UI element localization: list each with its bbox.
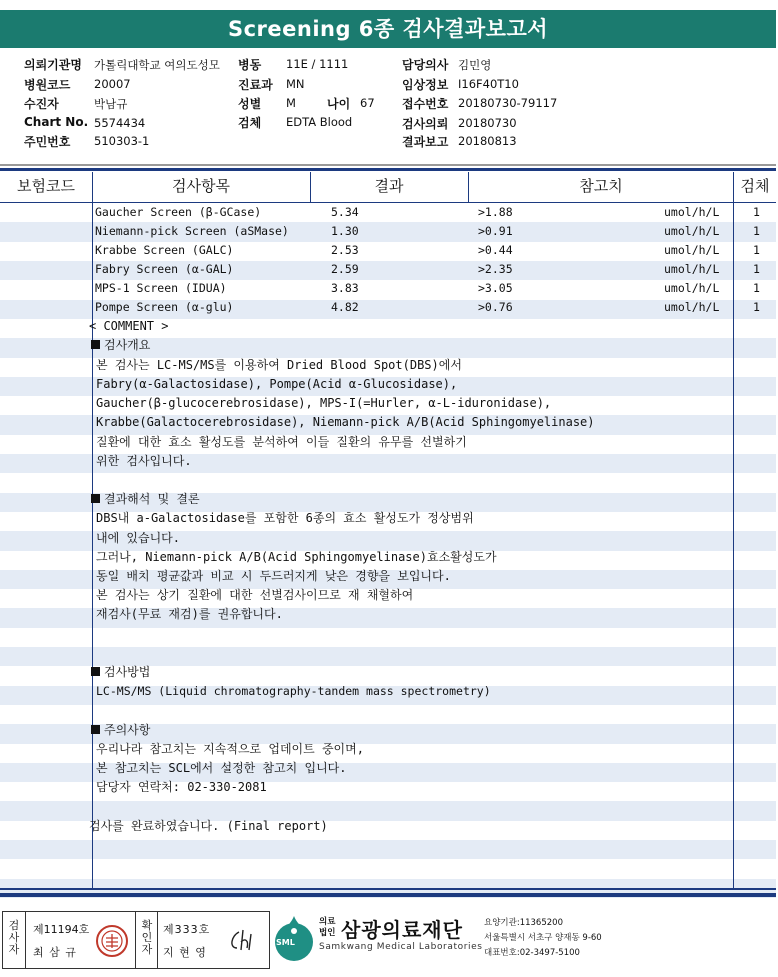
ref-value: >3.05 [478,281,513,295]
signature-box [2,911,270,969]
ssn-label: 주민번호 [24,135,71,149]
final-report-line: 검사를 완료하였습니다. (Final report) [89,819,328,833]
org-address: 서울특별시 서초구 양재동 9-60 [484,933,602,943]
interpretation-line: 그러나, Niemann-pick A/B(Acid Sphingomyelinase)효소활성도가 [96,550,497,564]
table-row [95,241,233,260]
col-header-test-item: 검사항목 [172,177,230,195]
sex-label: 성별 [238,97,262,111]
overview-line: Krabbe(Galactocerebrosidase), Niemann-pick A/B(Acid Sphingomyelinase) [96,415,595,429]
section-notice-title [91,721,150,740]
receipt-label: 접수번호 [402,97,449,111]
col-header-reference: 참고치 [579,177,623,195]
section-overview-title [91,336,150,355]
org-phone: 대표번호:02-3497-5100 [484,948,580,958]
confirm-signature-icon [225,926,261,959]
col-divider [468,172,469,202]
ward-label: 병동 [238,58,262,72]
clinical-value: I16F40T10 [458,77,519,91]
report-value: 20180813 [458,134,517,148]
test-item: Pompe Screen (α-glu) [95,300,234,314]
dept-value: MN [286,77,305,91]
specimen-count: 1 [753,281,760,295]
table-row [95,279,227,298]
overview-line: Gaucher(β-glucocerebrosidase), MPS-I(=Hurler, α-L-iduronidase), [96,396,552,410]
hospital-value: 가톨릭대학교 여의도성모 [94,58,220,72]
org-english-name: Samkwang Medical Laboratories [319,942,483,952]
confirm-license: 제333호 [163,923,211,936]
result-value: 5.34 [331,205,359,219]
overview-line: 질환에 대한 효소 활성도를 분석하여 이들 질환의 유무를 선별하기 [96,435,467,449]
test-item: Niemann-pick Screen (aSMase) [95,224,289,238]
specimen-count: 1 [753,224,760,238]
request-label: 검사의뢰 [402,117,449,131]
interpretation-line: 동일 배치 평균값과 비교 시 두드러지게 낮은 경향을 보입니다. [96,569,451,583]
ref-unit: umol/h/L [664,281,720,295]
specimen-count: 1 [753,205,760,219]
org-prefix: 의료법인 [319,917,336,938]
col-header-result: 결과 [374,177,404,195]
ref-unit: umol/h/L [664,243,720,257]
bullet-square-icon [91,667,100,676]
notice-line: 담당자 연락처: 02-330-2081 [96,780,267,794]
col-divider [310,172,311,202]
specimen-count: 1 [753,243,760,257]
ref-value: >0.76 [478,300,513,314]
overview-line: 위한 검사입니다. [96,454,192,468]
chart-value: 5574434 [94,116,146,130]
specimen-value: EDTA Blood [286,115,353,129]
report-title: Screening 6종 검사결과보고서 [0,10,776,48]
test-item: Fabry Screen (α-GAL) [95,262,234,276]
ref-unit: umol/h/L [664,300,720,314]
ref-value: >1.88 [478,205,513,219]
section-interpretation-title [91,490,200,509]
comment-header: < COMMENT > [89,319,169,333]
overview-line: 본 검사는 LC-MS/MS를 이용하여 Dried Blood Spot(DBS)에서 [96,358,462,372]
specimen-count: 1 [753,262,760,276]
doctor-value: 김민영 [458,58,492,72]
col-divider [733,172,734,888]
bullet-square-icon [91,725,100,734]
ref-unit: umol/h/L [664,224,720,238]
tester-seal-icon [95,924,129,958]
test-item: MPS-1 Screen (IDUA) [95,281,227,295]
ward-value: 11E / 1111 [286,57,349,71]
result-value: 2.53 [331,243,359,257]
divider [0,164,776,166]
interpretation-line: 본 검사는 상기 질환에 대한 선별검사이므로 재 채혈하여 [96,588,414,602]
ref-value: >2.35 [478,262,513,276]
divider [25,912,26,968]
clinical-label: 임상정보 [402,78,449,92]
ref-unit: umol/h/L [664,262,720,276]
result-value: 3.83 [331,281,359,295]
ref-unit: umol/h/L [664,205,720,219]
age-label: 나이 [327,97,351,111]
table-row [95,298,233,317]
doctor-label: 담당의사 [402,58,449,72]
col-divider [92,172,93,888]
chart-label: Chart No. [24,115,89,129]
interpretation-line: 재검사(무료 재검)를 권유합니다. [96,607,283,621]
confirm-label: 확인자 [141,919,153,956]
section-title-text: 검사방법 [104,665,151,679]
col-header-insurance-code: 보험코드 [17,177,75,195]
divider [157,912,158,968]
method-line: LC-MS/MS (Liquid chromatography-tandem mass spectrometry) [96,684,491,698]
section-title-text: 결과해석 및 결론 [104,492,200,506]
report-label: 결과보고 [402,135,449,149]
interpretation-line: 내에 있습니다. [96,531,181,545]
ssn-value: 510303-1 [94,134,150,148]
table-row [95,203,261,222]
section-title-text: 주의사항 [104,723,151,737]
tester-license: 제11194호 [33,923,90,936]
ref-value: >0.91 [478,224,513,238]
request-value: 20180730 [458,116,517,130]
age-value: 67 [360,96,375,110]
notice-line: 본 참고치는 SCL에서 설정한 참고치 입니다. [96,761,347,775]
section-method-title [91,663,150,682]
code-label: 병원코드 [24,78,71,92]
org-code: 요양기관:11365200 [484,918,563,928]
divider [135,912,136,968]
result-value: 1.30 [331,224,359,238]
overview-line: Fabry(α-Galactosidase), Pompe(Acid α-Glucosidase), [96,377,458,391]
specimen-count: 1 [753,300,760,314]
sex-value: M [286,96,296,110]
table-row [95,222,289,241]
section-title-text: 검사개요 [104,338,151,352]
patient-label: 수진자 [24,97,59,111]
patient-value: 박남규 [94,97,128,111]
ref-value: >0.44 [478,243,513,257]
bullet-square-icon [91,494,100,503]
result-value: 4.82 [331,300,359,314]
dept-label: 진료과 [238,78,273,92]
interpretation-line: DBS내 a-Galactosidase를 포함한 6종의 효소 활성도가 정상범위 [96,511,474,525]
table-bottom-rule [0,888,776,890]
bullet-square-icon [91,340,100,349]
row-stripe [0,840,776,860]
code-value: 20007 [94,77,131,91]
test-item: Krabbe Screen (GALC) [95,243,234,257]
test-item: Gaucher Screen (β-GCase) [95,205,262,219]
specimen-label: 검체 [238,116,262,130]
tester-label: 검사자 [8,919,20,956]
confirm-name: 지 현 영 [163,946,207,959]
table-bottom-rule-thick [0,893,776,897]
logo-abbr: SML [276,938,295,947]
receipt-value: 20180730-79117 [458,96,558,110]
result-value: 2.59 [331,262,359,276]
notice-line: 우리나라 참고치는 지속적으로 업데이트 중이며, [96,742,364,756]
table-row [95,260,233,279]
tester-name: 최 삼 규 [33,946,77,959]
org-name: 삼광의료재단 [341,918,463,942]
hospital-label: 의뢰기관명 [24,58,82,72]
col-header-specimen: 검체 [740,177,770,195]
